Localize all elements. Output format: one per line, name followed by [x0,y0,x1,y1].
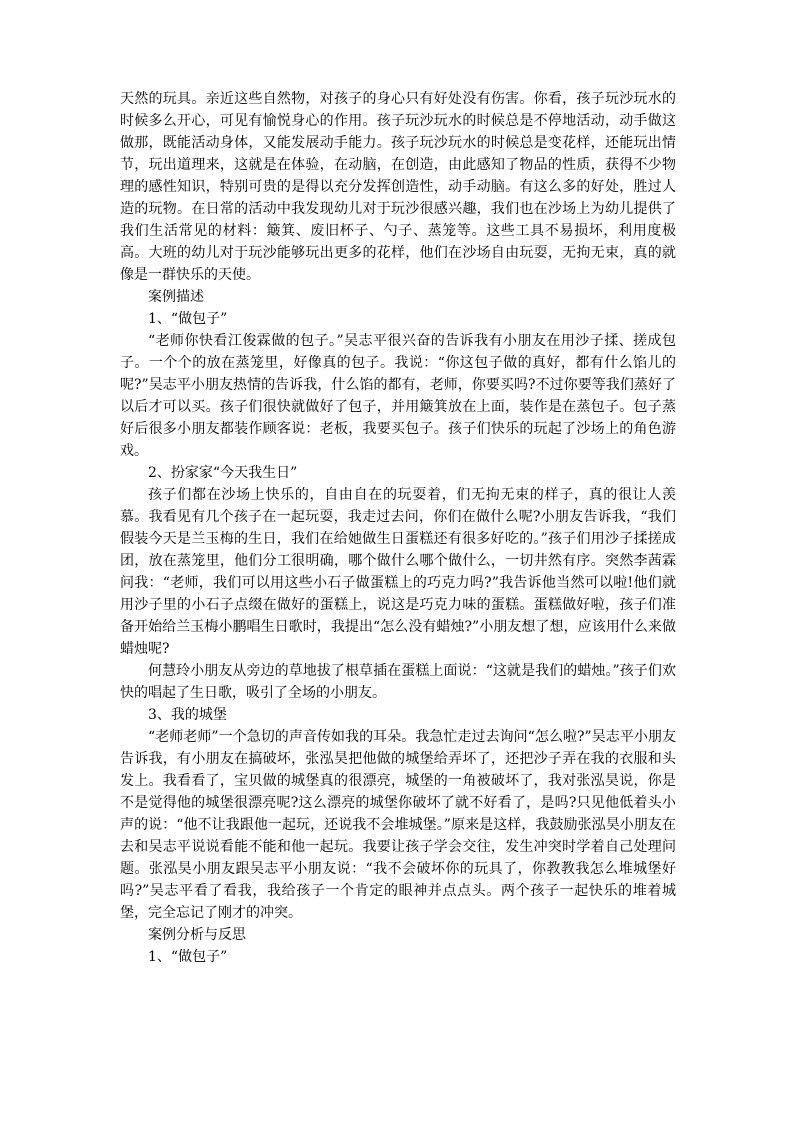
subsection-heading: 2、扮家家“今天我生日” [148,465,298,481]
section-heading: 案例分析与反思 [148,927,246,943]
subsection-heading: 1、“做包子” [148,949,228,965]
body-paragraph: “老师老师”一个急切的声音传如我的耳朵。我急忙走过去询问“怎么啦?”吴志平小朋友告诉我，有小朋友在搞破坏，张泓昊把他做的城堡给弄坏了，还把沙子弄在我的衣服和头发上。我看看了，宝贝做的城堡真的很漂亮，城堡的一角被破坏了，我对张泓昊说，你是不是觉得他的城堡很漂亮呢?这么漂亮的城堡你破坏了就不好看了，是吗?只见他低着头小声的说：“他不让我跟他一起玩，还说我不会堆城堡。”原来是这样，我鼓励张泓昊小朋友在去和吴志平说说看能不能和他一起玩。我要让孩子学会交往，发生冲突时学着自己处理问题。张泓昊小朋友跟吴志平小朋友说：“我不会破坏你的玩具了，你教教我怎么堆城堡好吗?”吴志平看了看我，我给孩子一个肯定的眼神并点点头。两个孩子一起快乐的堆着城堡，完全忘记了刚才的冲突。 [120,729,676,921]
section-heading: 案例描述 [148,289,204,305]
body-paragraph: 天然的玩具。亲近这些自然物，对孩子的身心只有好处没有伤害。你看，孩子玩沙玩水的时候多么开心，可见有愉悦身心的作用。孩子玩沙玩水的时候总是不停地活动，动手做这做那，既能活动身体，又能发展动手能力。孩子玩沙玩水的时候总是变花样，还能玩出情节，玩出道理来，这就是在体验，在动脑，在创造，由此感知了物品的性质，获得不少物理的感性知识，特别可贵的是得以充分发挥创造性，动手动脑。有这么多的好处，胜过人造的玩物。在日常的活动中我发现幼儿对于玩沙很感兴趣，我们也在沙场上为幼儿提供了我们生活常见的材料：簸箕、废旧杯子、勺子、蒸笼等。这些工具不易损坏，利用度极高。大班的幼儿对于玩沙能够玩出更多的花样，他们在沙场自由玩耍，无拘无束，真的就像是一群快乐的天使。 [120,91,676,283]
body-paragraph: 何慧玲小朋友从旁边的草地拔了根草插在蛋糕上面说：“这就是我们的蜡烛。”孩子们欢快的唱起了生日歌，吸引了全场的小朋友。 [120,663,676,701]
body-paragraph: “老师你快看江俊霖做的包子。”吴志平很兴奋的告诉我有小朋友在用沙子揉、搓成包子。一个个的放在蒸笼里，好像真的包子。我说：“你这包子做的真好，都有什么馅儿的呢?”吴志平小朋友热情的告诉我，什么馅的都有，老师，你要买吗?不过你要等我们蒸好了以后才可以买。孩子们很快就做好了包子，并用簸箕放在上面，装作是在蒸包子。包子蒸好后很多小朋友都装作顾客说：老板，我要买包子。孩子们快乐的玩起了沙场上的角色游戏。 [120,333,676,459]
body-paragraph: 孩子们都在沙场上快乐的，自由自在的玩耍着，们无拘无束的样子，真的很让人羡慕。我看见有几个孩子在一起玩耍，我走过去问，你们在做什么呢?小朋友告诉我，“我们假装今天是兰玉梅的生日，我们在给她做生日蛋糕还有很多好吃的。”孩子们用沙子揉搓成团，放在蒸笼里，他们分工很明确，哪个做什么哪个做什么，一切井然有序。突然李茜霖问我：“老师，我们可以用这些小石子做蛋糕上的巧克力吗?”我告诉他当然可以啦!他们就用沙子里的小石子点缀在做好的蛋糕上，说这是巧克力味的蛋糕。蛋糕做好啦，孩子们准备开始给兰玉梅小鹏唱生日歌时，我提出“怎么没有蜡烛?”小朋友想了想，应该用什么来做蜡烛呢? [120,487,676,657]
subsection-heading: 3、我的城堡 [148,707,227,723]
subsection-heading: 1、“做包子” [148,311,228,327]
document-page [120,88,676,968]
